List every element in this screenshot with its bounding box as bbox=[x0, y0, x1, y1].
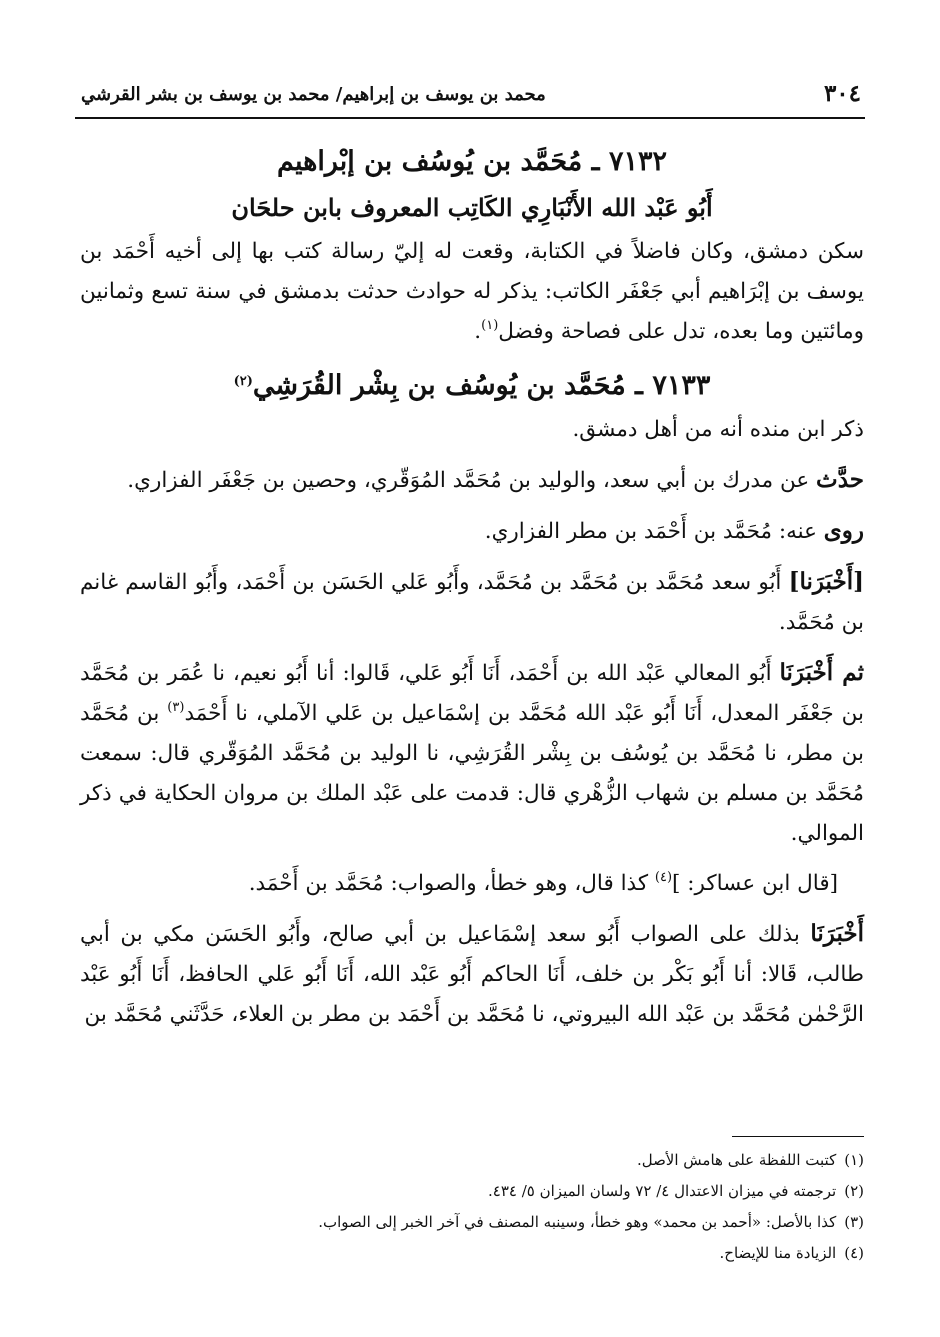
main-text bbox=[80, 138, 864, 1045]
footnote bbox=[80, 1238, 864, 1269]
footnote-rule bbox=[732, 1136, 864, 1137]
paragraph-end: . bbox=[474, 319, 482, 344]
footnote bbox=[80, 1207, 864, 1238]
paragraph-text: سكن دمشق، وكان فاضلاً في الكتابة، وقعت له إليّ رسالة كتب بها إلى أخيه أَحْمَد بن يوسف بن إبْرَاهيم أبي جَعْفَر الكاتب: يذكر له حوادث حدثت بدمشق في سنة تسع وثمانين ومائتين وما بعده، تدل على فصاحة وفضل bbox=[80, 239, 864, 344]
entry-heading-text: ٧١٣٢ ـ مُحَمَّد بن يُوسُف بن إبْراهيم bbox=[277, 146, 667, 177]
entry-paragraph bbox=[80, 460, 864, 501]
footnote-text: كذا بالأصل: «أحمد بن محمد» وهو خطأ، وسينبه المصنف في آخر الخبر إلى الصواب. bbox=[318, 1213, 837, 1231]
footnote-text: كتبت اللفظة على هامش الأصل. bbox=[636, 1151, 837, 1169]
entry-paragraph bbox=[80, 864, 864, 904]
paragraph-text: أَبُو سعد مُحَمَّد بن مُحَمَّد بن مُحَمَّد، وأَبُو عَلي الحَسَن بن أَحْمَد، وأَبُو القاسم غانم بن مُحَمَّد. bbox=[80, 570, 864, 635]
paragraph-text: ذكر ابن منده أنه من أهل دمشق. bbox=[572, 417, 864, 442]
entry-heading-7133 bbox=[80, 362, 864, 410]
footnotes bbox=[80, 1145, 864, 1269]
footnote-text: الزيادة منا للإيضاح. bbox=[719, 1244, 837, 1262]
keyword: روى bbox=[823, 517, 864, 544]
entry-heading-text: ٧١٣٣ ـ مُحَمَّد بن يُوسُف بن بِشْر القُرَشِي bbox=[252, 370, 711, 401]
footnote-marker: (٢) bbox=[233, 374, 253, 389]
paragraph-text: [قال ابن عساكر: ] bbox=[672, 871, 838, 896]
paragraph-text: عن مدرك بن أبي سعد، والوليد بن مُحَمَّد المُوَقّري، وحصين بن جَعْفَر الفزاري. bbox=[127, 468, 817, 493]
footnote-text: ترجمته في ميزان الاعتدال ٤/ ٧٢ ولسان الميزان ٥/ ٤٣٤. bbox=[488, 1182, 837, 1200]
paragraph-text: بن مُحَمَّد بن مطر، نا مُحَمَّد بن يُوسُف بن بِشْر القُرَشِي، نا الوليد بن مُحَمَّد المُوَقّري قال: سمعت مُحَمَّد بن مسلم بن شهاب الزُّهْري قال: قدمت على عَبْد الملك بن مروان الحكاية في ذكر الموالي. bbox=[80, 701, 864, 846]
keyword: ثم أَخْبَرَنَا bbox=[779, 659, 864, 686]
paragraph-text: عنه: مُحَمَّد بن أَحْمَد بن مطر الفزاري. bbox=[484, 519, 824, 544]
footnote bbox=[80, 1176, 864, 1207]
page-header bbox=[75, 74, 865, 114]
entry-paragraph bbox=[80, 914, 864, 1035]
keyword: [أَخْبَرَنا] bbox=[788, 568, 864, 595]
footnote-number: (٤) bbox=[844, 1244, 864, 1262]
paragraph-text: أَبُو المعالي عَبْد الله بن أَحْمَد، أَنَا أَبُو عَلي، قَالوا: أنا أَبُو نعيم، نا عُمَر بن مُحَمَّد بن جَعْفَر المعدل، أَنَا أَبُو عَبْد الله مُحَمَّد بن إسْمَاعيل بن عَلي الآملي، نا أَحْمَد bbox=[80, 661, 864, 726]
footnote-number: (٢) bbox=[844, 1182, 864, 1200]
page-number: ٣٠٤ bbox=[823, 80, 861, 107]
footnote-marker: (٣) bbox=[167, 700, 185, 715]
header-rule bbox=[75, 117, 865, 119]
footnote-number: (١) bbox=[844, 1151, 864, 1169]
footnote bbox=[80, 1145, 864, 1176]
running-title: محمد بن يوسف بن إبراهيم/ محمد بن يوسف بن بشر القرشي bbox=[81, 84, 546, 105]
entry-paragraph bbox=[80, 562, 864, 643]
entry-subheading-7132: أَبُو عَبْد الله الأَنْبَارِي الكَاتِب المعروف بابن حلحَان bbox=[231, 193, 713, 222]
entry-heading-7132 bbox=[80, 138, 864, 186]
footnote-number: (٣) bbox=[844, 1213, 864, 1231]
entry-paragraph bbox=[80, 410, 864, 450]
footnote-marker: (١) bbox=[481, 318, 499, 333]
entry-paragraph bbox=[80, 232, 864, 352]
paragraph-text: بذلك على الصواب أَبُو سعد إسْمَاعيل بن أبي صالح، وأَبُو الحَسَن مكي بن أبي طالب، قَالا: أنا أَبُو بَكْر بن خلف، أَنَا الحاكم أَبُو عَبْد الله، أَنَا أَبُو عَلي الحافظ، أَنَا أَبُو عَبْد الرَّحْمٰن مُحَمَّد بن عَبْد الله البيروتي، نا مُحَمَّد بن أَحْمَد بن مطر بن العلاء، حَدَّثَني مُحَمَّد بن bbox=[80, 922, 864, 1027]
footnote-marker: (٤) bbox=[654, 870, 673, 885]
paragraph-text: كذا قال، وهو خطأ، والصواب: مُحَمَّد بن أَحْمَد. bbox=[248, 871, 655, 896]
entry-paragraph bbox=[80, 653, 864, 854]
entry-paragraph bbox=[80, 511, 864, 552]
keyword: حدَّث bbox=[816, 466, 864, 493]
keyword: أَخْبَرَنَا bbox=[810, 920, 864, 947]
